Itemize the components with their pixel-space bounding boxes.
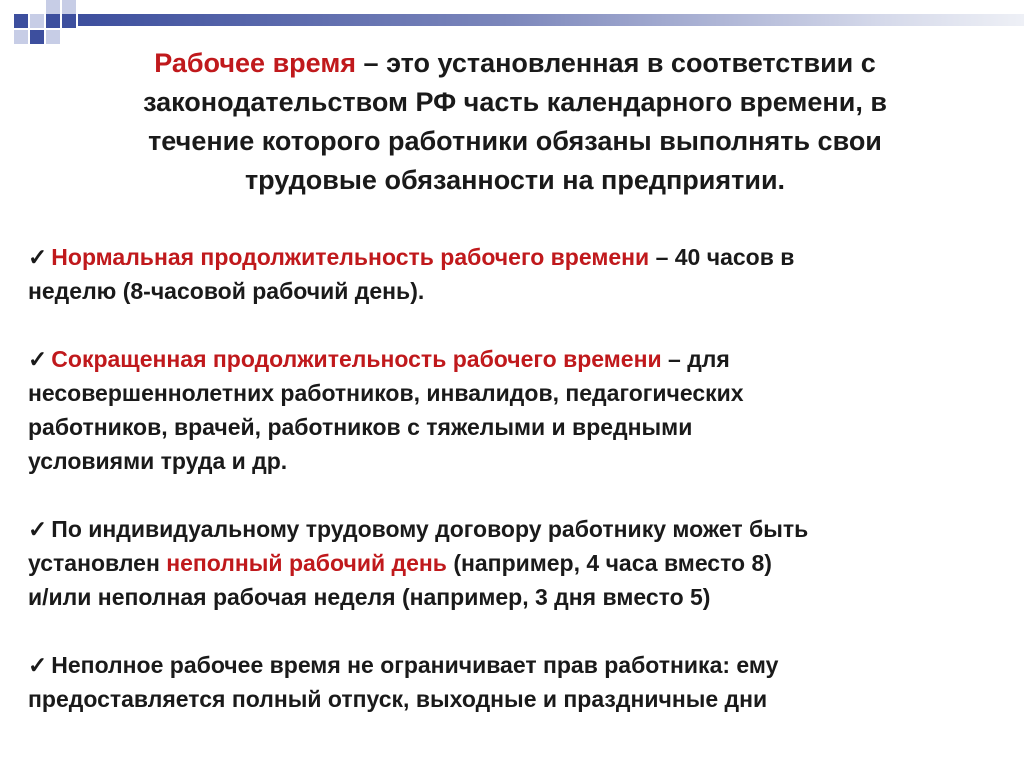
bullet-text: неделю (8-часовой рабочий день). bbox=[28, 278, 425, 304]
check-icon: ✓ bbox=[28, 652, 48, 678]
title-line-3: течение которого работники обязаны выполнять свои bbox=[148, 126, 882, 156]
check-icon: ✓ bbox=[28, 244, 48, 270]
title-line-4: трудовые обязанности на предприятии. bbox=[244, 165, 786, 195]
decor-square bbox=[46, 14, 60, 28]
bullet-text: – для bbox=[661, 346, 730, 372]
title-line-1-rest: – это установленная в соответствии с bbox=[356, 48, 876, 78]
decor-square bbox=[62, 14, 76, 28]
title-line-2: законодательством РФ часть календарного времени, в bbox=[143, 87, 887, 117]
decor-square bbox=[14, 30, 28, 44]
bullet-text: предоставляется полный отпуск, выходные и праздничные дни bbox=[28, 686, 768, 712]
term-working-time: Рабочее время bbox=[154, 48, 357, 78]
bullet-rights bbox=[28, 648, 1008, 716]
bullet-normal-duration bbox=[28, 240, 1008, 308]
decor-square bbox=[30, 30, 44, 44]
definition-title bbox=[40, 44, 990, 200]
bullet-text: – 40 часов в bbox=[649, 244, 795, 270]
bullet-text: работников, врачей, работников с тяжелыми и вредными bbox=[28, 414, 693, 440]
bullet-text: установлен bbox=[28, 550, 167, 576]
decor-square bbox=[46, 0, 60, 14]
decor-square bbox=[46, 30, 60, 44]
bullet-text: и/или неполная рабочая неделя (например, 3 дня вместо 5) bbox=[28, 584, 711, 610]
bullet-highlight: Нормальная продолжительность рабочего времени bbox=[51, 244, 650, 270]
bullet-text: Неполное рабочее время не ограничивает прав работника: ему bbox=[51, 652, 779, 678]
header-gradient-bar bbox=[78, 14, 1024, 26]
bullet-text: условиями труда и др. bbox=[28, 448, 288, 474]
bullet-text: (например, 4 часа вместо 8) bbox=[446, 550, 772, 576]
decor-square bbox=[62, 0, 76, 14]
decor-square bbox=[30, 14, 44, 28]
decor-square bbox=[14, 14, 28, 28]
bullet-highlight: неполный рабочий день bbox=[166, 550, 447, 576]
check-icon: ✓ bbox=[28, 346, 48, 372]
bullet-text: По индивидуальному трудовому договору работнику может быть bbox=[51, 516, 809, 542]
bullet-part-time bbox=[28, 512, 1008, 614]
check-icon: ✓ bbox=[28, 516, 48, 542]
bullet-reduced-duration bbox=[28, 342, 1008, 478]
bullet-highlight: Сокращенная продолжительность рабочего времени bbox=[51, 346, 662, 372]
bullet-text: несовершеннолетних работников, инвалидов, педагогических bbox=[28, 380, 744, 406]
